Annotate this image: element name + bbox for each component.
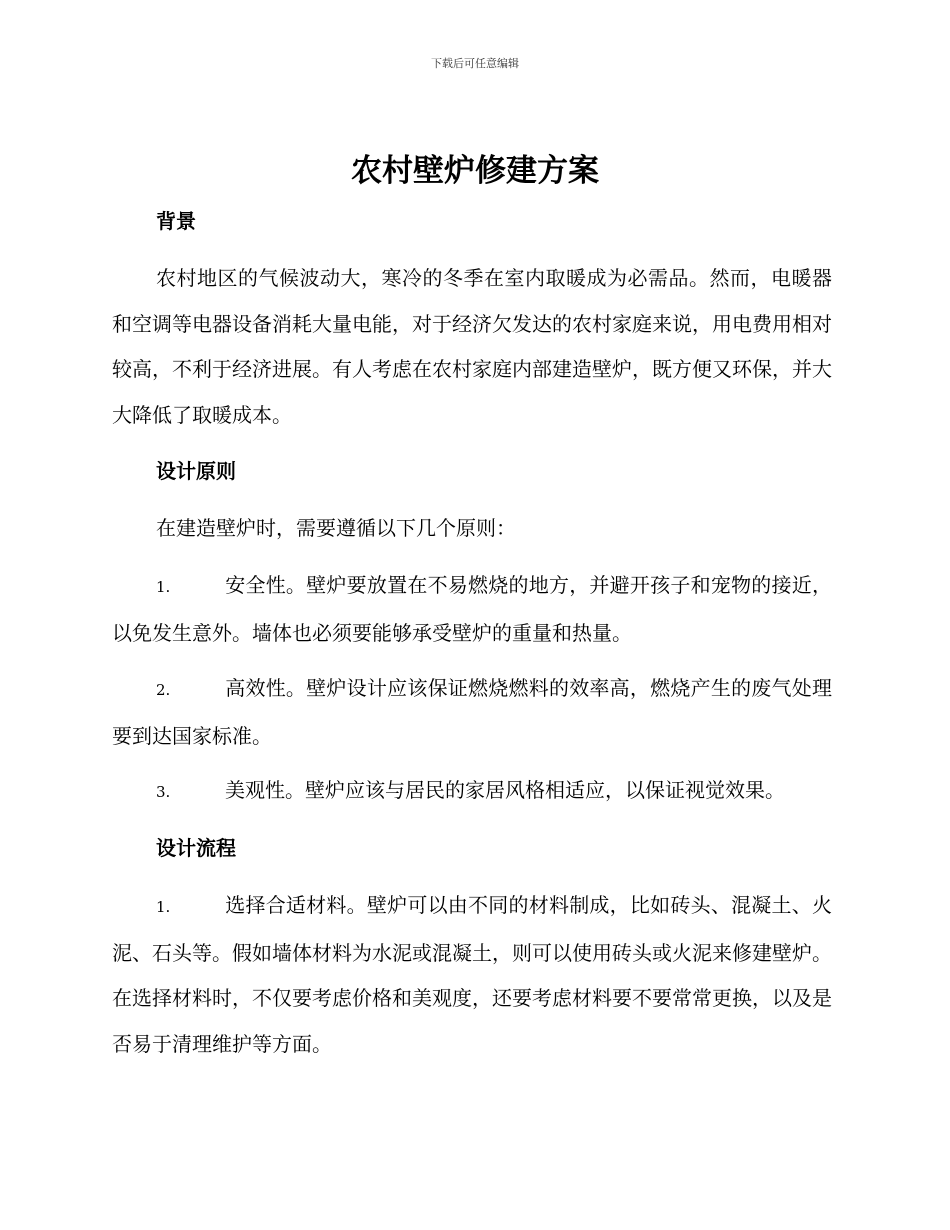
principle-item-1: [112, 563, 832, 656]
section-heading-background: 背景: [156, 209, 196, 233]
list-item-text: 选择合适材料。壁炉可以由不同的材料制成，比如砖头、混凝土、火泥、石头等。假如墙体材料为水泥或混凝土，则可以使用砖头或火泥来修建壁炉。在选择材料时，不仅要考虑价格和美观度，还要考虑材料要不要常常更换，以及是否易于清理维护等方面。: [112, 893, 832, 1056]
list-item-text: 安全性。壁炉要放置在不易燃烧的地方，并避开孩子和宠物的接近，以免发生意外。墙体也必须要能够承受壁炉的重量和热量。: [112, 573, 832, 645]
principle-item-3: [112, 768, 832, 816]
document-title: 农村壁炉修建方案: [351, 153, 599, 189]
process-item-1: [112, 883, 832, 1067]
list-number: 2.: [156, 681, 171, 699]
background-paragraph: 农村地区的气候波动大，寒冷的冬季在室内取暖成为必需品。然而，电暖器和空调等电器设备消耗大量电能，对于经济欠发达的农村家庭来说，用电费用相对较高，不利于经济进展。有人考虑在农村家庭内部建造壁炉，既方便又环保，并大大降低了取暖成本。: [112, 266, 832, 427]
principle-item-2: [112, 666, 832, 759]
section-heading-process: 设计流程: [156, 836, 236, 860]
list-number: 3.: [156, 783, 171, 801]
list-number: 1.: [156, 578, 171, 596]
list-item-text: 高效性。壁炉设计应该保证燃烧燃料的效率高，燃烧产生的废气处理要到达国家标准。: [112, 676, 832, 748]
list-item-text: 美观性。壁炉应该与居民的家居风格相适应，以保证视觉效果。: [225, 778, 785, 802]
principles-intro: 在建造壁炉时，需要遵循以下几个原则：: [156, 516, 516, 540]
header-note: 下载后可任意编辑: [431, 57, 519, 70]
list-number: 1.: [156, 898, 171, 916]
section-heading-principles: 设计原则: [156, 459, 236, 483]
